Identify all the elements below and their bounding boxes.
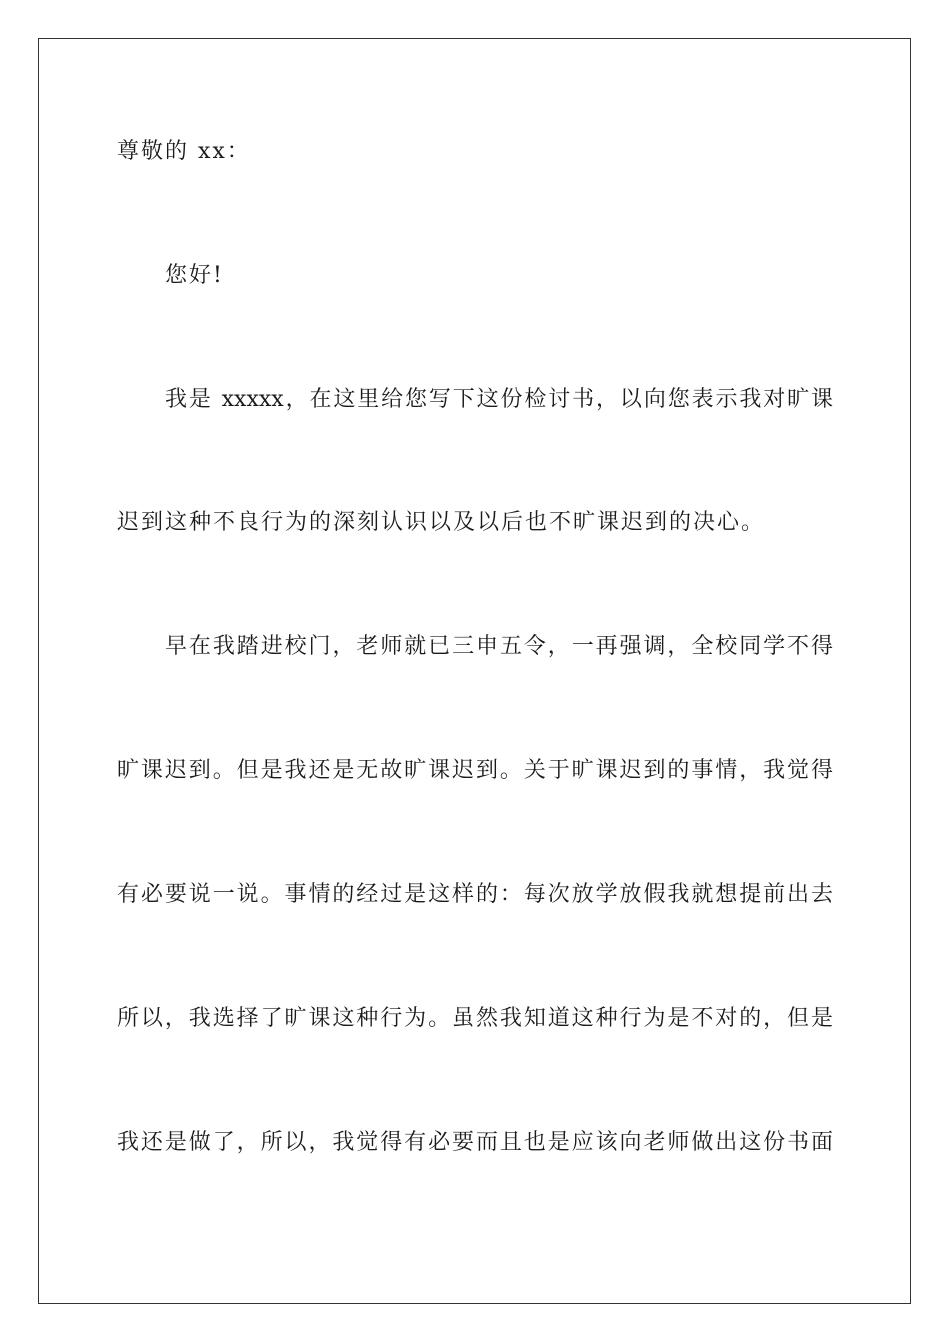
paragraph-1-line-2: 迟到这种不良行为的深刻认识以及以后也不旷课迟到的决心。 <box>117 510 766 535</box>
paragraph-2-line-1: 早在我踏进校门，老师就已三申五令，一再强调，全校同学不得 <box>165 634 833 659</box>
paragraph-2-line-2: 旷课迟到。但是我还是无故旷课迟到。关于旷课迟到的事情，我觉得 <box>117 758 833 783</box>
paragraph-2-line-3: 有必要说一说。事情的经过是这样的：每次放学放假我就想提前出去 <box>117 882 833 907</box>
page-frame <box>38 38 911 1304</box>
paragraph-2-line-4: 所以，我选择了旷课这种行为。虽然我知道这种行为是不对的，但是 <box>117 1006 833 1031</box>
paragraph-2-line-5: 我还是做了，所以，我觉得有必要而且也是应该向老师做出这份书面 <box>117 1130 833 1155</box>
paragraph-1-line-1: 我是 xxxxx，在这里给您写下这份检讨书，以向您表示我对旷课 <box>165 387 833 412</box>
greeting: 您好! <box>165 263 224 288</box>
salutation: 尊敬的 xx： <box>117 139 251 164</box>
